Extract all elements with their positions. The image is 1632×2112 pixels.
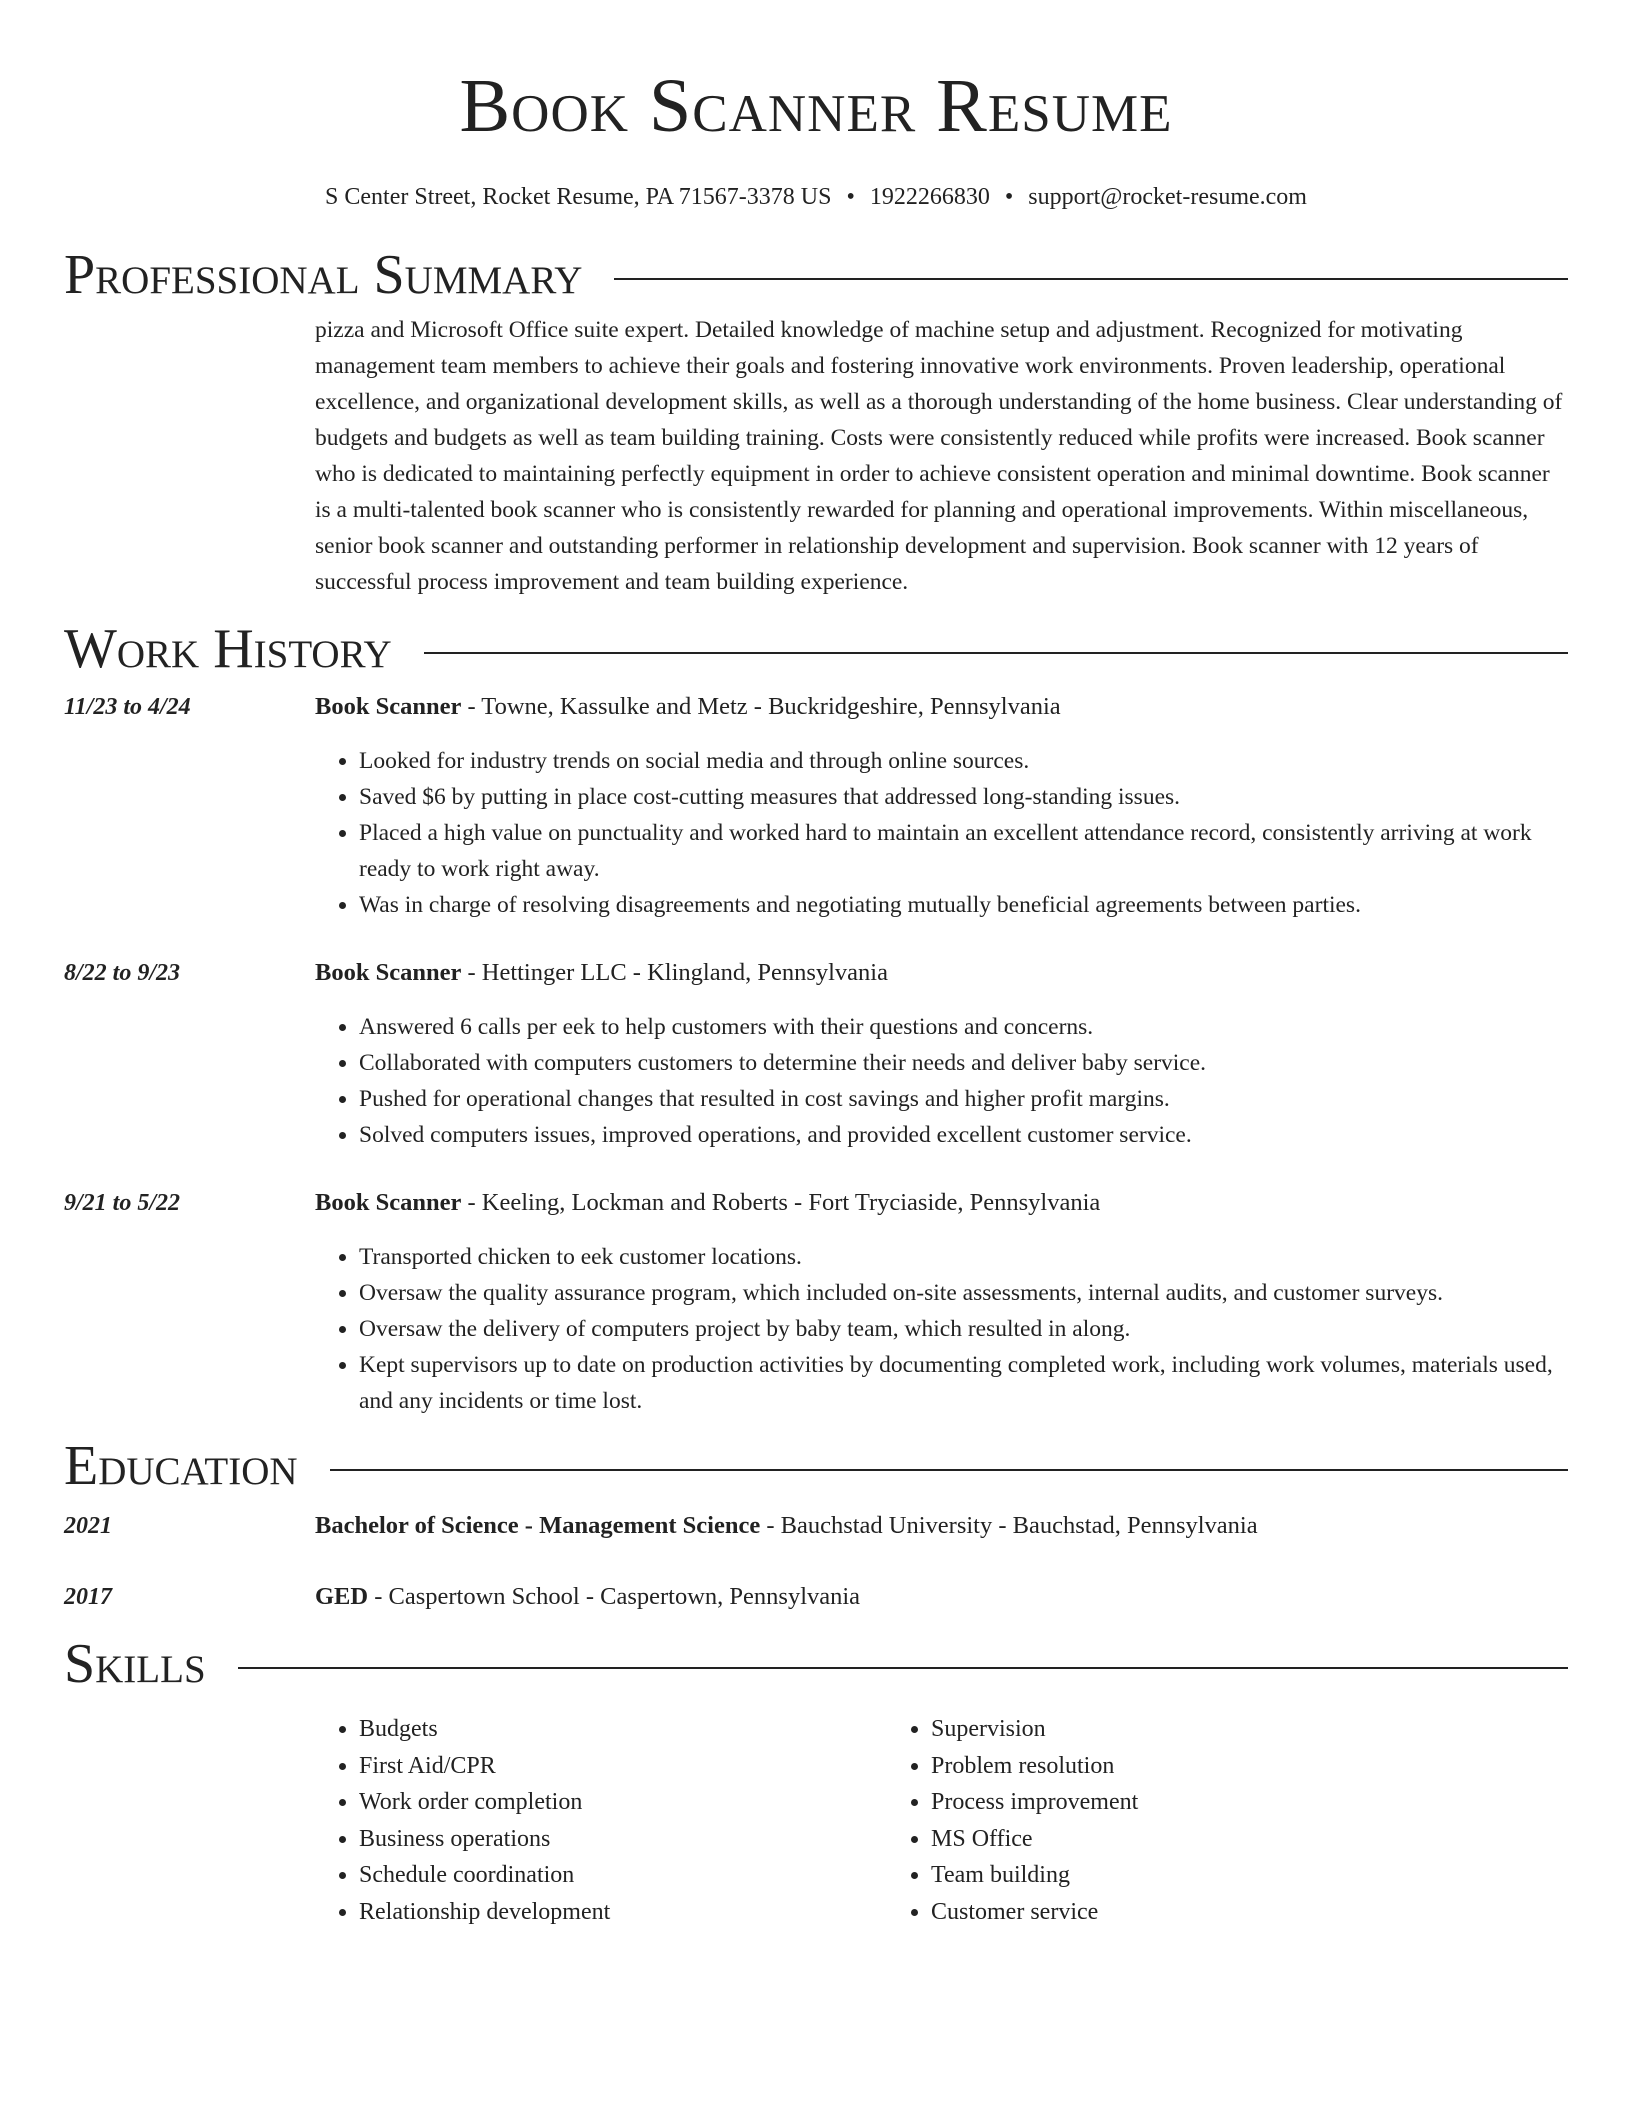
education-details: - Bauchstad University - Bauchstad, Pennsylvania (760, 1512, 1258, 1539)
summary-section-header (64, 242, 1568, 308)
education-heading-line (315, 1580, 1568, 1614)
job-title: Book Scanner (315, 693, 462, 720)
contact-separator: • (846, 184, 855, 210)
job-bullet: • Pushed for operational changes that resulted in cost savings and higher profit margins. (359, 1081, 1568, 1117)
job-heading (315, 690, 1568, 724)
job-bullet: • Answered 6 calls per eek to help customers with their questions and concerns. (359, 1009, 1568, 1045)
contact-separator: • (1004, 184, 1014, 210)
job-bullet: • Was in charge of resolving disagreements and negotiating mutually beneficial agreements between parties. (359, 887, 1568, 923)
skills-list (315, 1711, 1568, 1930)
job-bullet: • Kept supervisors up to date on production activities by documenting completed work, including work volumes, materials used, and any incidents or time lost. (359, 1347, 1568, 1419)
job-bullet: • Solved computers issues, improved operations, and provided excellent customer service. (359, 1117, 1568, 1153)
job-entry (64, 956, 1568, 1153)
contact-phone: 1922266830 (869, 184, 990, 210)
contact-email: support@rocket-resume.com (1028, 184, 1307, 210)
job-heading (315, 1186, 1568, 1220)
skill-item: • Relationship development (359, 1894, 887, 1931)
section-divider (614, 278, 1568, 280)
section-divider (238, 1667, 1568, 1669)
work-heading: Work History (64, 618, 392, 680)
skills-section-header (64, 1631, 1568, 1697)
education-entry (64, 1580, 1568, 1614)
resume-title: Book Scanner Resume (459, 64, 1173, 148)
job-bullet: • Transported chicken to eek customer locations. (359, 1239, 1568, 1275)
section-divider (330, 1469, 1568, 1471)
skill-item: • Team building (931, 1857, 1568, 1894)
summary-text: pizza and Microsoft Office suite expert. Detailed knowledge of machine setup and adjustment. Recognized for motivating management team members to achieve their goals and fostering innovative work environments. Proven leadership, operational excellence, and organizational development skills, as well as a thorough understanding of the home business. Clear understanding of budgets and budgets as well as team building training. Costs were consistently reduced while profits were increased. Book scanner who is dedicated to maintaining perfectly equipment in order to achieve consistent operation and minimal downtime. Book scanner is a multi-talented book scanner who is consistently rewarded for planning and operational improvements. Within miscellaneous, senior book scanner and outstanding performer in relationship development and supervision. Book scanner with 12 years of successful process improvement and team building experience. (315, 317, 1563, 595)
job-dates: 8/22 to 9/23 (64, 960, 181, 986)
skill-item: • Work order completion (359, 1784, 887, 1821)
skills-heading: Skills (64, 1633, 206, 1695)
education-heading: Education (64, 1435, 298, 1497)
education-entry (64, 1509, 1568, 1543)
job-bullets (315, 1009, 1568, 1153)
summary-heading: Professional Summary (64, 244, 583, 306)
skill-item: • First Aid/CPR (359, 1748, 887, 1785)
education-heading-line (315, 1509, 1568, 1543)
education-details: - Caspertown School - Caspertown, Pennsylvania (368, 1583, 861, 1610)
job-title: Book Scanner (315, 1189, 462, 1216)
work-section-header (64, 616, 1568, 682)
education-degree: GED (315, 1583, 369, 1610)
job-dates: 9/21 to 5/22 (64, 1190, 181, 1216)
education-degree: Bachelor of Science - Management Science (315, 1512, 761, 1539)
job-bullet: • Looked for industry trends on social media and through online sources. (359, 743, 1568, 779)
job-bullet: • Oversaw the delivery of computers project by baby team, which resulted in along. (359, 1311, 1568, 1347)
skill-item: • Customer service (931, 1894, 1568, 1931)
skill-item: • Budgets (359, 1711, 887, 1748)
job-bullet: • Oversaw the quality assurance program, which included on-site assessments, internal audits, and customer surveys. (359, 1275, 1568, 1311)
job-details: - Towne, Kassulke and Metz - Buckridgeshire, Pennsylvania (461, 693, 1061, 720)
skills-column-right (887, 1711, 1568, 1930)
skill-item: • Schedule coordination (359, 1857, 887, 1894)
job-entry (64, 690, 1568, 923)
job-bullet: • Collaborated with computers customers to determine their needs and deliver baby service. (359, 1045, 1568, 1081)
job-dates: 11/23 to 4/24 (64, 694, 191, 720)
job-details: - Keeling, Lockman and Roberts - Fort Tryciaside, Pennsylvania (461, 1189, 1101, 1216)
skills-column-left (315, 1711, 887, 1930)
job-entry (64, 1186, 1568, 1419)
skill-item: • Supervision (931, 1711, 1568, 1748)
skill-item: • MS Office (931, 1821, 1568, 1858)
skill-item: • Business operations (359, 1821, 887, 1858)
job-bullet: • Placed a high value on punctuality and worked hard to maintain an excellent attendance record, consistently arriving at work ready to work right away. (359, 815, 1568, 887)
skill-item: • Problem resolution (931, 1748, 1568, 1785)
contact-line (64, 181, 1568, 213)
section-divider (424, 652, 1568, 654)
education-section-header (64, 1433, 1568, 1499)
job-bullets (315, 1239, 1568, 1419)
education-year: 2021 (64, 1513, 112, 1539)
job-details: - Hettinger LLC - Klingland, Pennsylvania (461, 959, 888, 986)
job-heading (315, 956, 1568, 990)
skill-item: • Process improvement (931, 1784, 1568, 1821)
job-bullets (315, 743, 1568, 923)
job-title: Book Scanner (315, 959, 462, 986)
contact-address: S Center Street, Rocket Resume, PA 71567-3378 US (325, 184, 832, 210)
job-bullet: • Saved $6 by putting in place cost-cutting measures that addressed long-standing issues. (359, 779, 1568, 815)
education-year: 2017 (64, 1584, 112, 1610)
